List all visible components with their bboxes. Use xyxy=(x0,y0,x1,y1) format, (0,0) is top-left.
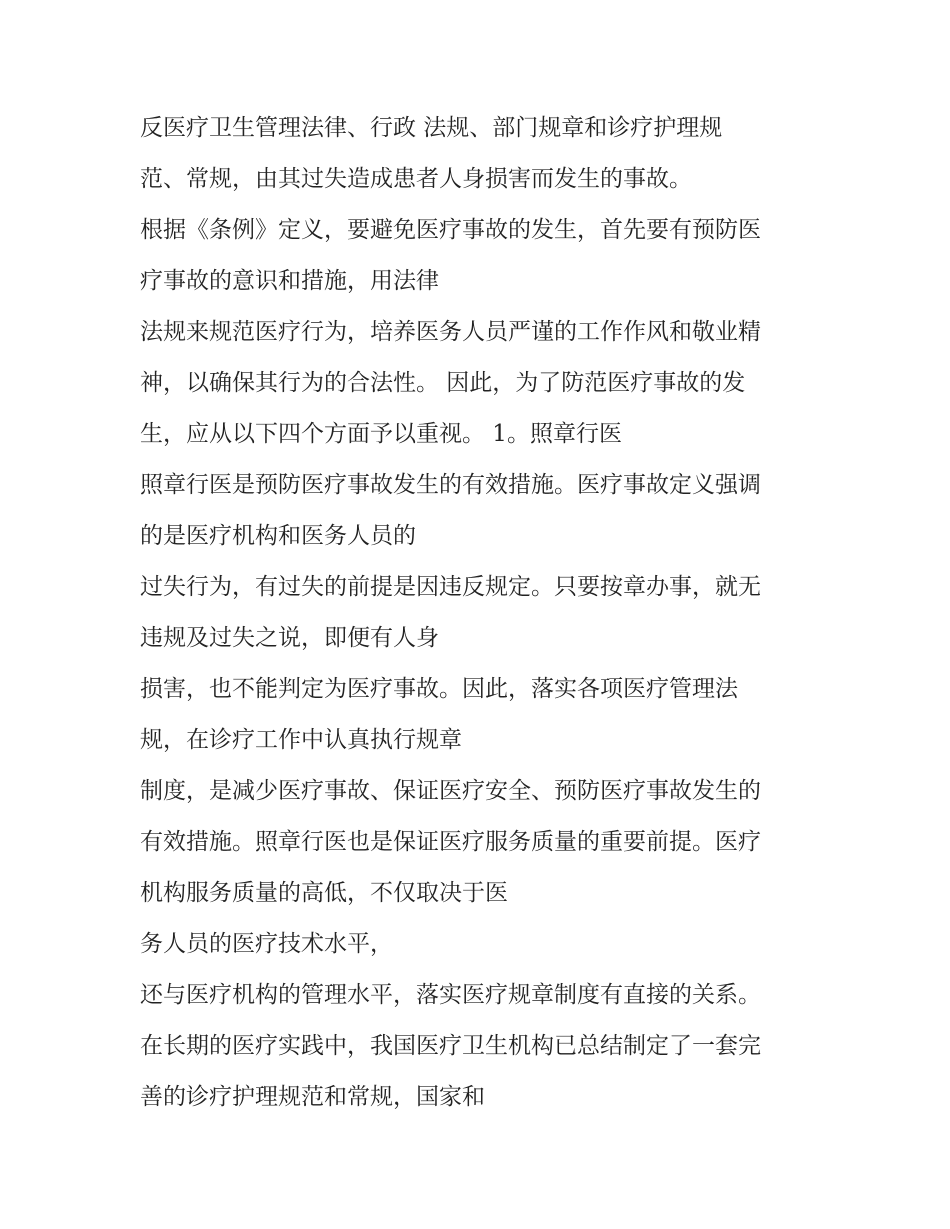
text-line: 反医疗卫生管理法律、行政 法规、部门规章和诊疗护理规 xyxy=(140,115,723,141)
text-line: 神，以确保其行为的合法性。 因此，为了防范医疗事故的发 xyxy=(140,370,746,396)
body-text xyxy=(140,103,830,1123)
text-line: 照章行医是预防医疗事故发生的有效措施。医疗事故定义强调 xyxy=(140,472,761,498)
text-line: 的是医疗机构和医务人员的 xyxy=(140,523,416,549)
text-line: 有效措施。照章行医也是保证医疗服务质量的重要前提。医疗 xyxy=(140,829,761,855)
text-line: 还与医疗机构的管理水平，落实医疗规章制度有直接的关系。 xyxy=(140,982,761,1008)
text-line: 法规来规范医疗行为，培养医务人员严谨的工作作风和敬业精 xyxy=(140,319,761,345)
text-line: 范、常规，由其过失造成患者人身损害而发生的事故。 xyxy=(140,166,692,192)
text-line: 生，应从以下四个方面予以重视。 1。照章行医 xyxy=(140,421,622,447)
text-line: 规，在诊疗工作中认真执行规章 xyxy=(140,727,462,753)
text-line: 疗事故的意识和措施，用法律 xyxy=(140,268,439,294)
text-line: 违规及过失之说，即便有人身 xyxy=(140,625,439,651)
text-line: 制度，是减少医疗事故、保证医疗安全、预防医疗事故发生的 xyxy=(140,778,761,804)
text-line: 机构服务质量的高低，不仅取决于医 xyxy=(140,880,508,906)
text-line: 过失行为，有过失的前提是因违反规定。只要按章办事，就无 xyxy=(140,574,761,600)
text-line: 根据《条例》定义，要避免医疗事故的发生，首先要有预防医 xyxy=(140,217,761,243)
text-line: 务人员的医疗技术水平， xyxy=(140,931,393,957)
text-line: 损害，也不能判定为医疗事故。因此，落实各项医疗管理法 xyxy=(140,676,738,702)
text-line: 在长期的医疗实践中，我国医疗卫生机构已总结制定了一套完 xyxy=(140,1033,761,1059)
text-line: 善的诊疗护理规范和常规，国家和 xyxy=(140,1084,485,1110)
